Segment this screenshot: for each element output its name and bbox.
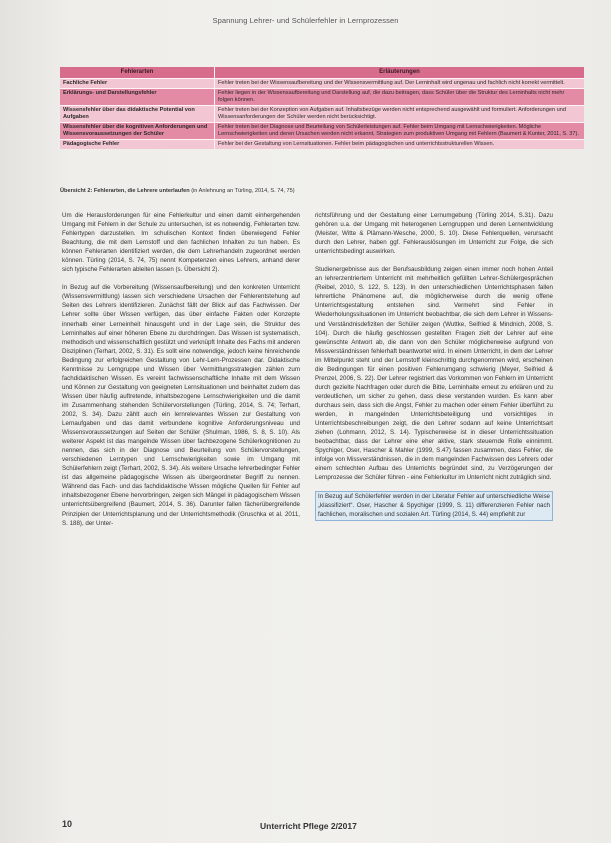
error-types-table xyxy=(60,67,584,149)
paragraph: Studienergebnisse aus der Berufsausbildung zeigen einen immer noch hohen Anteil an lehrerzentriertem Unterricht mit mehrheitlich gefüllten Lehrer-Schülergesprächen (Reibel, 2010, S. 122, S. 123). In den unterschiedlichen Unterrichtsphasen fallen lehrertliche Phänomene auf, die möglicherweise durch die wenig offene Unterrichtsgestaltung entstehen sind. Vermehrt sind Fehler in Wiederholungssituationen im Unterricht beobachtbar, die sich dem Lehrer in Wissens- und Verständnisdefiziten der Schüler zeigen (Wuttke, Seifried & Mindnich, 2008, S. 104). Durch die häufig geschlossen gestellten Fragen zielt der Lehrer auf eine gewünschte Antwort ab, die dann von den Schüler möglicherweise aufgrund von Missverständnissen fehlerhaft beantwortet wird. In einem Unterricht, in dem der Lehrer im Mittelpunkt steht und der Lernstoff kleinschrittig durchgenommen wird, erscheinen die Bedingungen für einen positiven Fehlerumgang schwierig (Meyer, Seifried & Prenzel, 2006, S. 22). Der Lehrer registriert das Vorkommen von Fehlern im Unterricht durch gezielte Nachfragen oder durch die Bitte, Lerninhalte erneut zu erklären und zu verdeutlichen, um sicher zu gehen, dass diese verstanden wurden. Es kann aber durchaus sein, dass sich die Angst, Fehler zu machen oder einem Fehler überführt zu werden, in mangelnden Unterrichtsbeteiligung und vorsichtiges in Unterrichtsbeschreibungen zeigt, die den Lehrer sodann auf keine Unterrichtsart ziehen (Lohmann, 2012, S. 14). Typischerweise ist in dieser Unterrichtssituation beobachtbar, dass der Lehrer eine eher aktive, stark steuernde Rolle einnimmt. Spychiger, Oser, Hascher & Mahler (1999, S.47) fassen zusammen, dass Fehler, die infolge von Missverständnissen, die in dem mangelnden Fachwissen des Lehrers oder einem schlechten Aufbau des Unterrichts begründet sind, zu Verzögerungen der Lernprozesse der Schüler führen - eine Fehlerkultur im Unterricht nicht zuträglich sind. xyxy=(315,266,553,482)
table-cell-type: Fachliche Fehler xyxy=(60,79,215,88)
table-cell-desc: Fehler treten bei der Diagnose und Beurteilung von Schülerleistungen auf. Fehler beim Umgang mit Lernschwierigkeiten. Mögliche Lernschwierigkeiten und deren Ursachen werden nicht erkannt, Strategien zum produktiven Umgang mit Fehlern (Baumert & Kunter, 2011, S. 37). xyxy=(218,124,579,137)
table-row xyxy=(60,122,584,139)
table-cell-desc: Fehler treten bei der Konzeption von Aufgaben auf. Inhaltsbezüge werden nicht entsprechend ausgewählt und formuliert. Anforderungen und Wissensanforderungen der Schüler werden nicht berücksichtigt. xyxy=(218,107,566,120)
caption-label: Übersicht 2: Fehlerarten, die Lehrere unterlaufen xyxy=(60,188,190,194)
right-text-column xyxy=(315,211,553,530)
paragraph: richtsführung und der Gestaltung einer Lernumgebung (Türling 2014, S.31). Dazu gehören u.a. der Umgang mit heterogenen Lerngruppen und deren Lernentwicklung (Meister, Witte & Plämann-Wesche, 2000, S. 10). Diese Fehlerquellen, verursacht durch den Lehrer, haben ggf. Fehlerauslösungen im Unterricht zur Folge, die sich unterrichtsbedingt auswirken. xyxy=(315,212,553,256)
table-caption xyxy=(60,188,584,194)
table-cell-desc: Fehler bei der Gestaltung von Lernsituationen. Fehler beim pädagogischen und unterrichtsstrukturellen Wissen. xyxy=(218,141,495,147)
page-number: 10 xyxy=(62,819,73,829)
table-header-row xyxy=(60,67,584,78)
table-row xyxy=(60,78,584,88)
paragraph: In Bezug auf die Vorbereitung (Wissensaufbereitung) und den konkreten Unterricht (Wissensvermittlung) lassen sich verschiedene Ursachen der Fehlerentstehung auf Seiten des Lehrers identifizieren. Zunächst fällt der Blick auf das Fachwissen. Der Lehrer sollte über Wissen verfügen, das über einfache Fakten oder Konzepte innerhalb einer Lerneinheit hinausgeht und in der Lage sein, die Struktur des Lerninhaltes auf einer höheren Ebene zu durchdringen. Das Wissen ist systematisch, methodisch und wissenschaftlich gestützt und verknüpft Inhalte des Fachs mit anderen Disziplinen (Terhart, 2002, S. 31). Es sollt eine notwendige, jedoch keine hinreichende Bedingung zur erfolgreichen Gestaltung von Lehr-Lern-Prozessen dar. Didaktische Kenntnisse zu Lerngruppe und Wissen über Vermittlungsstrategien zählen zum fachdidaktischen Wissen. Es vereint fachwissenschaftliche Inhalte mit dem Wissen und Können zur Gestaltung von geeigneten Lernsituationen und beinhaltet zudem das Wissen über häufig auftretende, inhaltsbezogene Lernschwierigkeiten und die damit im Zusammenhang stehenden Schülervorstellungen (Türling, 2014, S. 74; Terhart, 2002, S. 34). Dazu zählt auch ein lernrelevantes Wissen zur Gestaltung von Lernaufgaben und das damit verbundene kognitive Anforderungsniveau und Wissensvoraussetzungen auf Seiten der Schüler (Shulman, 1986, S. 8, S. 10). Als weiterer Aspekt ist das mangelnde Wissen über fachbezogene Schülerkognitionen zu nennen, das sich in der Diagnose und Beurteilung von Schülervorstellungen, verschiedenen Lerntypen und Lernschwierigkeiten sowie im Umgang mit Schülerfehlern zeigt (Terhart, 2002, S. 34). Als weitere Ursache lehrerbedingter Fehler ist das allgemeine pädagogische Wissen als übergeordneter Begriff zu nennen. Während das Fach- und das fachdidaktische Wissen mögliche Quellen für Fehler auf inhaltsbezogener Ebene hervorbringen, zeigen sich Mängel in pädagogischem Wissen unterrichtsübergreifend (Baumert, 2014, S. 36). Darunter fallen fächerübergreifende Prinzipien der Unterrichtsplanung und der Unterrichtsmethodik (Gruschka et al. 2011, S. 188), der Unter- xyxy=(62,284,300,527)
table-row xyxy=(60,139,584,149)
table-row xyxy=(60,105,584,122)
table-cell-desc: Fehler treten bei der Wissensaufbereitung und der Wissensvermittlung auf. Der Lerninhalt wird ungenau und fachlich nicht korrekt vermittelt. xyxy=(218,80,565,86)
table-header-desc: Erläuterungen xyxy=(379,69,420,75)
table-cell-type: Pädagogische Fehler xyxy=(60,140,215,149)
table-row xyxy=(60,88,584,105)
running-header: Spannung Lehrer- und Schülerfehler in Lernprozessen xyxy=(212,16,399,25)
table-header-type: Fehlerarten xyxy=(60,67,215,78)
table-cell-type: Wissensfehler über das didaktische Potential von Aufgaben xyxy=(60,106,215,122)
table-cell-type: Erklärungs- und Darstellungsfehler xyxy=(60,89,215,105)
caption-source: (in Anlehnung an Türling, 2014, S. 74, 75) xyxy=(191,188,295,194)
journal-name: Unterricht Pflege 2/2017 xyxy=(260,821,357,831)
left-text-column xyxy=(62,211,300,537)
table-cell-desc: Fehler liegen in der Wissensaufbereitung und Darstellung auf, die dazu beitragen, dass Schüler über die Struktur des Lerninhalts nicht mehr folgen können. xyxy=(218,90,565,103)
paragraph: Um die Herausforderungen für eine Fehlerkultur und einen damit einhergehenden Umgang mit Fehlern in der Schule zu untersuchen, ist es notwendig, Fehlerarten bzw. Fehlertypen darzustellen. Im schulischen Kontext finden überwiegend Fehler Beachtung, die mit dem Lernstoff und den fachlichen Inhalten zu tun haben. Es können Fehlerarten identifiziert werden, die dem Lehrerhandeln zugeordnet werden können. Türling (2014, S. 74, 75) nennt Kompetenzen eines Lehrers, anhand derer sich typische Fehlerarten ableiten lassen (s. Übersicht 2). xyxy=(62,212,300,274)
table-cell-type: Wissensfehler über die kognitiven Anforderungen und Wissensvoraussetzungen der Schüler xyxy=(60,123,215,139)
highlighted-paragraph: In Bezug auf Schülerfehler werden in der Literatur Fehler auf unterschiedliche Weise „klassifiziert“. Oser, Hascher & Spychiger (1999, S. 11) differenzieren Fehler nach fachlichen, moralischen und sozialen Art. Türling (2014, S. 44) empfiehlt zur xyxy=(315,491,553,520)
